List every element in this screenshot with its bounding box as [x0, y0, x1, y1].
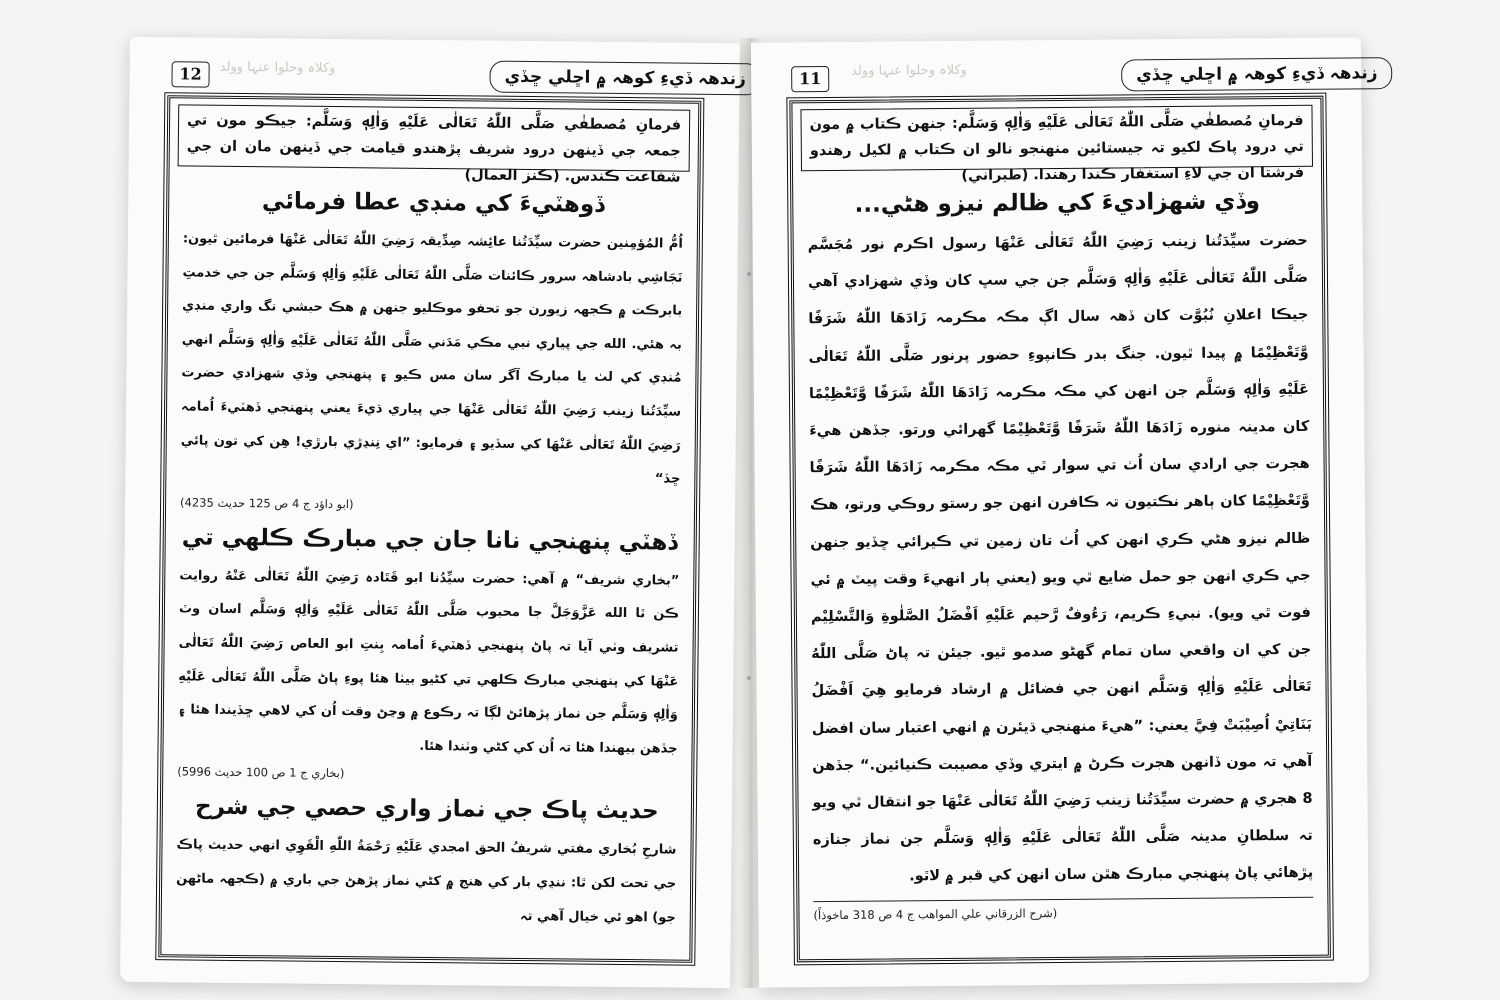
section-heading: حديث پاڪ جي نماز واري حصي جي شرح	[194, 793, 659, 825]
stitch-hole	[747, 676, 751, 680]
page-content	[807, 177, 1314, 949]
running-title: زندهہ ڏيءِ کوهہ ۾ اڇلي ڇڏي	[489, 61, 761, 96]
reference: (ابو داؤد ج 4 ص 125 حديث 4235)	[180, 495, 354, 511]
page-number: 11	[791, 66, 829, 92]
reference: (بخاري ج 1 ص 100 حديث 5996)	[177, 764, 345, 781]
page-header	[159, 55, 746, 95]
reference: (شرح الزرقاني علي المواهب ج 4 ص 318 ماخوذاً)	[813, 905, 1058, 922]
page-header	[781, 56, 1378, 95]
text-frame	[789, 96, 1331, 963]
running-title: زندهہ ڏيءِ کوهہ ۾ اڇلي ڇڏي	[1121, 57, 1393, 91]
left-page	[120, 37, 746, 988]
show-through-text: وکلاہ وحلوا عنہا وولد	[851, 62, 967, 79]
stitch-hole	[747, 272, 751, 276]
hadith-box: فرمانِ مُصطفٰي صَلَّى اللّٰهُ تَعَالٰى عَلَيْهِ وَاٰلِهٖ وَسَلَّم: جيڪو مون تي جمعہ جي ڏينهن درود شريف پڙهندو قيامت جي ڏينهن مان ان جي شفاعت ڪندس. (ڪنز العمال)	[178, 104, 691, 171]
paragraph: اُمُّ المُؤمِنين حضرت سيِّدَتُنا عائِشہ صِدِّيقہ رَضِيَ اللّٰهُ تَعَالٰى عَنْهَا فرمائين ٿيون: نَجَاشِي بادشاهہ سرور ڪائنات صَلَّى اللّٰهُ تَعَالٰى عَلَيْهِ وَاٰلِهٖ وَسَلَّم جن جي خدمتِ بابرڪت ۾ ڪجهہ زيورن جو تحفو موڪليو جنهن ۾ هڪ حبشي نگ واري منڊي بہ هئي. الله جي پياري نبي مڪي مَدَني صَلَّى اللّٰهُ تَعَالٰى عَلَيْهِ وَاٰلِهٖ وَسَلَّم انهي مُنڊي کي لٺ يا مبارڪ آگر سان مس ڪيو ۽ پنهنجي وڏي شهزادي حضرت سيِّدَتُنا زينب رَضِيَ اللّٰهُ تَعَالٰى عَنْهَا جي پياري ڌيءَ يعني پنهنجي ڏهٽيءَ اُمامہ رَضِيَ اللّٰهُ تَعَالٰى عَنْهَا کي سڏيو ۽ فرمايو: ”اي نِنڍڙي بارڙي! هِن کي تون پائي ڇڏ“	[180, 231, 683, 487]
paragraph: حضرت سيِّدَتُنا زينب رَضِيَ اللّٰهُ تَعَالٰى عَنْهَا رسول اڪرم نور مُجَسَّم صَلَّى اللّٰهُ تَعَالٰى عَلَيْهِ وَاٰلِهٖ وَسَلَّم جن جي سڀ کان وڏي شهزادي آهي جيڪا اعلانِ نُبُوَّت کان ڏهہ سال اڳ مڪہ مڪرمہ زَادَهَا اللّٰهُ شَرَفًا وَّتَعْظِيْمًا ۾ پيدا ٿيون. جنگ بدر ڪانپوءِ حضور پرنور صَلَّى اللّٰهُ تَعَالٰى عَلَيْهِ وَاٰلِهٖ وَسَلَّم جن انهن کي مڪہ مڪرمہ زَادَهَا اللّٰهُ شَرَفًا وَّتَعْظِيْمًا کان مدينہ منوره زَادَهَا اللّٰهُ شَرَفًا وَّتَعْظِيْمًا گهرائي ورتو. جڏهن هيءَ هجرت جي ارادي سان اُٺ تي سوار ٿي مڪہ مڪرمہ زَادَهَا اللّٰهُ شَرَفًا وَّتَعْظِيْمًا کان ٻاهر نڪتيون تہ ڪافرن انهن جو رستو روڪي ورتو، هڪ ظالم نيزو هڻي ڪري انهن کي اُٺ تان زمين تي ڪيرائي ڇڏيو جنهن جي ڪري انهن جو حمل ضايع ٿي ويو (يعني ٻار انهيءَ وقت پيٽ ۾ ئي فوت ٿي ويو). نبيءِ ڪريم، رَءُوفٌ رَّحيم عَلَيْهِ اَفْضَلُ الصَّلٰوةِ وَالتَّسْلِيْم جن کي ان واقعي سان تمام گهڻو صدمو ٿيو. جيئن تہ پاڻ صَلَّى اللّٰهُ تَعَالٰى عَلَيْهِ وَاٰلِهٖ وَسَلَّم انهن جي فضائل ۾ ارشاد فرمايو هِيَ اَفْضَلُ بَنَاتِيْ اُصِيْبَتْ فِيَّ يعني: ”هيءَ منهنجي ڌيئرن ۾ انهي اعتبار سان افضل آهي تہ مون ڏانهن هجرت ڪرڻ ۾ ايتري وڏي مصيبت ڪنيائين.“ جڏهن 8 هجري ۾ حضرت سيِّدَتُنا زينب رَضِيَ اللّٰهُ تَعَالٰى عَنْهَا جو انتقال ٿي ويو تہ سلطانِ مدينہ صَلَّى اللّٰهُ تَعَالٰى عَلَيْهِ وَاٰلِهٖ وَسَلَّم جن نماز جنازه پڙهائي پاڻ پنهنجي مبارڪ هٿن سان انهن کي قبر ۾ لاٿو.	[807, 232, 1314, 885]
text-frame	[158, 95, 701, 963]
right-page	[751, 37, 1378, 987]
section-heading: ڏهٽي پنهنجي نانا جان جي مبارڪ ڪلهي تي	[181, 524, 678, 556]
show-through-text: وکلاہ وحلوا عنہا وولد	[219, 59, 336, 76]
section-heading: وڏي شهزاديءَ کي ظالم نيزو هڻي...	[854, 188, 1261, 218]
page-content	[175, 176, 683, 949]
page-number: 12	[171, 61, 209, 87]
paragraph: شارحِ بُخاري مفتي شريفُ الحق امجدي عَلَيْهِ رَحْمَةُ اللّٰهِ الْقَوِي انهي حديث پاڪ جي تحت لکن ٿا: ننڍي بار کي هنج ۾ کڻي نماز پڙهڻ جي باري ۾ (ڪجهہ ماڻهن جو) اهو ئي خيال آهي تہ	[176, 837, 677, 926]
paragraph: ”بخاري شريف“ ۾ آهي: حضرت سيِّدُنا ابو قَتَادہ رَضِيَ اللّٰهُ تَعَالٰى عَنْهُ روايت ڪن ٿا الله عَزَّوَجَلَّ جا محبوب صَلَّى اللّٰهُ تَعَالٰى عَلَيْهِ وَاٰلِهٖ وَسَلَّم اسان وٽ تشريف وٺي آيا تہ پاڻ پنهنجي ڏهٽيءَ اُمامہ بِنتِ ابو العاص رَضِيَ اللّٰهُ تَعَالٰى عَنْهَا کي پنهنجي مبارڪ ڪلهي تي کڻيو بيٺا هئا پوءِ پاڻ صَلَّى اللّٰهُ تَعَالٰى عَلَيْهِ وَاٰلِهٖ وَسَلَّم جن نماز پڙهائڻ لڳا تہ رڪوع ۾ وڃڻ وقت اُن کي لاهي ڇڏيندا هئا ۽ جڏهن بيهندا هئا تہ اُن کي کڻي وٺندا هئا.	[177, 568, 680, 757]
hadith-box: فرمانِ مُصطفٰي صَلَّى اللّٰهُ تَعَالٰى عَلَيْهِ وَاٰلِهٖ وَسَلَّم: جنهن ڪتاب ۾ مون تي درود پاڪ لکيو تہ جيستائين منهنجو نالو ان ڪتاب ۾ لکيل رهندو فرشتا ان جي لاءِ استغفار ڪندا رهندا. (طبراني)	[800, 105, 1313, 171]
section-heading: ڏوهٽيءَ کي منڊي عطا فرمائي	[261, 188, 605, 218]
